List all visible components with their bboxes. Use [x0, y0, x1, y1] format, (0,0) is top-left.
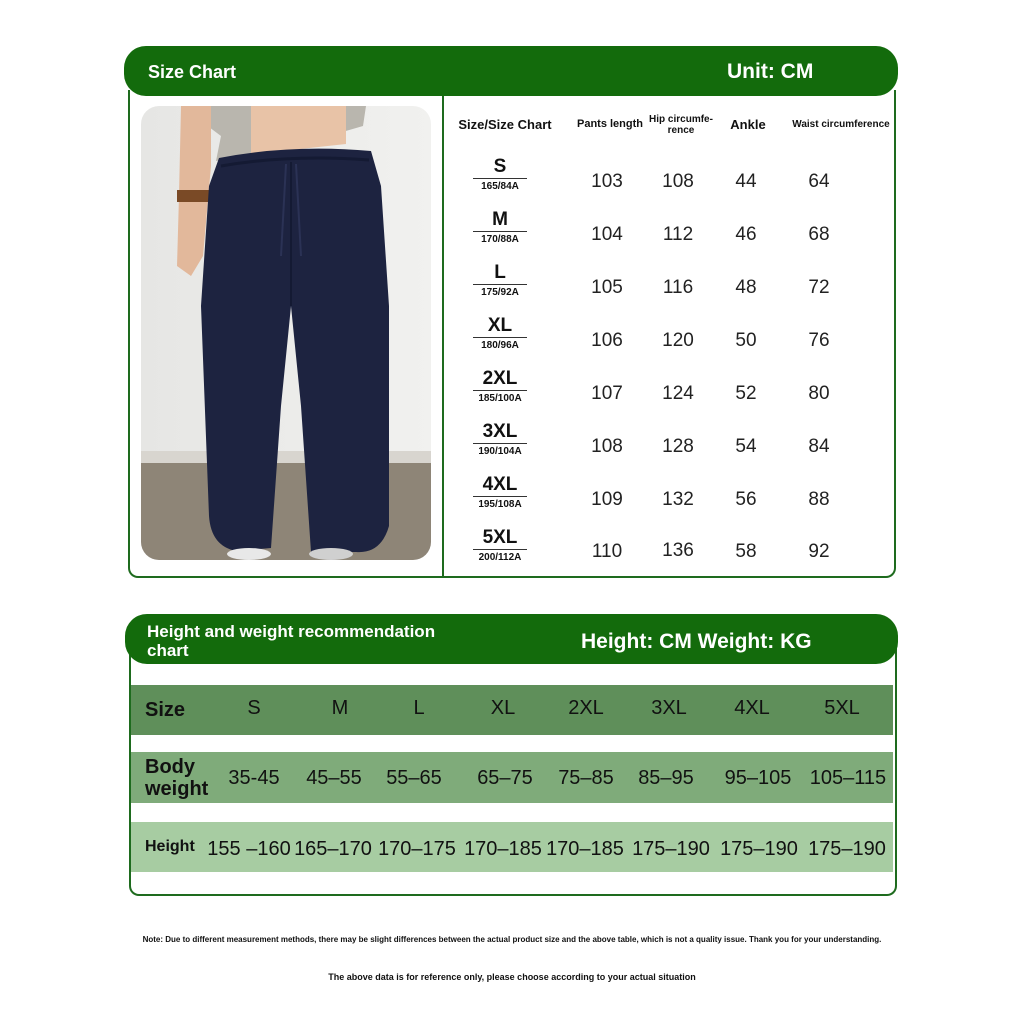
- height-cell: 175–190: [720, 838, 798, 860]
- pants-length-value: 110: [591, 541, 623, 562]
- size-label: XL 180/96A: [465, 316, 535, 351]
- size-cell: XL: [490, 697, 516, 719]
- size-cell: 5XL: [824, 697, 860, 719]
- ankle-value: 46: [735, 224, 757, 245]
- header-hip-line1: Hip circumfe-: [649, 114, 713, 125]
- weight-cell: 105–115: [809, 767, 887, 789]
- size-chart-header-bar: [124, 46, 898, 96]
- waist-value: 92: [808, 541, 830, 562]
- size-row: [131, 685, 893, 735]
- waist-value: 72: [808, 277, 830, 298]
- waist-value: 80: [808, 383, 830, 404]
- waist-value: 88: [808, 489, 830, 510]
- waist-value: 68: [808, 224, 830, 245]
- waist-value: 84: [808, 436, 830, 457]
- header-waist: Waist circumference: [792, 119, 890, 130]
- size-label: 4XL 195/108A: [465, 475, 535, 510]
- height-cell: 170–175: [378, 838, 456, 860]
- size-chart-title: Size Chart: [148, 62, 237, 82]
- height-row: [131, 822, 893, 872]
- weight-cell: 85–95: [638, 767, 694, 789]
- recommendation-title: [147, 622, 447, 660]
- body-weight-label-line2: weight: [145, 778, 209, 800]
- pants-length-value: 105: [591, 277, 623, 298]
- weight-cell: 35-45: [228, 767, 280, 789]
- body-weight-label-line1: Body: [145, 756, 195, 778]
- reference-note: The above data is for reference only, please choose according to your actual situation: [328, 972, 696, 982]
- pants-length-value: 103: [591, 171, 623, 192]
- pants-length-value: 108: [591, 436, 623, 457]
- height-cell: 155 –160: [207, 838, 291, 860]
- pants-length-value: 107: [591, 383, 623, 404]
- hip-value: 116: [662, 277, 694, 298]
- height-cell: 170–185: [546, 838, 624, 860]
- panel-divider: [442, 96, 444, 576]
- header-hip: [644, 114, 718, 136]
- hip-value: 112: [662, 224, 694, 245]
- recommendation-title-line2: chart: [147, 641, 189, 660]
- ankle-value: 52: [735, 383, 757, 404]
- header-pants-length: Pants length: [576, 118, 643, 130]
- size-cell: M: [331, 697, 349, 719]
- body-weight-row: [131, 752, 893, 803]
- pants-length-value: 106: [591, 330, 623, 351]
- header-ankle: Ankle: [730, 117, 766, 132]
- hip-value: 124: [662, 383, 694, 404]
- size-label: 3XL 190/104A: [465, 422, 535, 457]
- measurement-note: Note: Due to different measurement methods, there may be slight differences between the actual product size and the above table, which is not a quality issue. Thank you for your understanding.: [142, 935, 882, 944]
- size-label: M 170/88A: [465, 210, 535, 245]
- weight-cell: 65–75: [477, 767, 533, 789]
- hip-value: 128: [662, 436, 694, 457]
- recommendation-title-line1: Height and weight recommendation: [147, 622, 436, 641]
- header-hip-line2: rence: [667, 125, 695, 136]
- size-label: 2XL 185/100A: [465, 369, 535, 404]
- ankle-value: 56: [735, 489, 757, 510]
- hip-value: 120: [662, 330, 694, 351]
- ankle-value: 54: [735, 436, 757, 457]
- recommendation-unit: Height: CM Weight: KG: [581, 630, 812, 653]
- hip-value: 132: [662, 489, 694, 510]
- pants-length-value: 104: [591, 224, 623, 245]
- height-cell: 170–185: [464, 838, 542, 860]
- ankle-value: 44: [735, 171, 757, 192]
- size-chart-unit: Unit: CM: [727, 60, 814, 83]
- size-cell: 4XL: [734, 697, 770, 719]
- waist-value: 76: [808, 330, 830, 351]
- header-size: Size/Size Chart: [458, 117, 552, 132]
- size-label: L 175/92A: [465, 263, 535, 298]
- size-cell: L: [413, 697, 425, 719]
- size-label: S 165/84A: [465, 157, 535, 192]
- weight-cell: 55–65: [386, 767, 442, 789]
- size-label: 5XL 200/112A: [465, 528, 535, 563]
- waist-value: 64: [808, 171, 830, 192]
- ankle-value: 48: [735, 277, 757, 298]
- size-row-label: Size: [145, 699, 186, 721]
- height-cell: 165–170: [294, 838, 372, 860]
- hip-value: 136: [662, 540, 694, 561]
- size-cell: S: [247, 697, 261, 719]
- recommendation-header-bar: [125, 614, 898, 664]
- pants-length-value: 109: [591, 489, 623, 510]
- size-cell: 2XL: [568, 697, 604, 719]
- weight-cell: 75–85: [558, 767, 614, 789]
- body-weight-label: [145, 756, 208, 800]
- hip-value: 108: [662, 171, 694, 192]
- ankle-value: 58: [735, 541, 757, 562]
- size-cell: 3XL: [651, 697, 687, 719]
- height-label: Height: [145, 838, 195, 855]
- height-cell: 175–190: [808, 838, 886, 860]
- ankle-value: 50: [735, 330, 757, 351]
- height-cell: 175–190: [632, 838, 710, 860]
- product-photo: [141, 106, 431, 560]
- weight-cell: 95–105: [724, 767, 792, 789]
- weight-cell: 45–55: [306, 767, 362, 789]
